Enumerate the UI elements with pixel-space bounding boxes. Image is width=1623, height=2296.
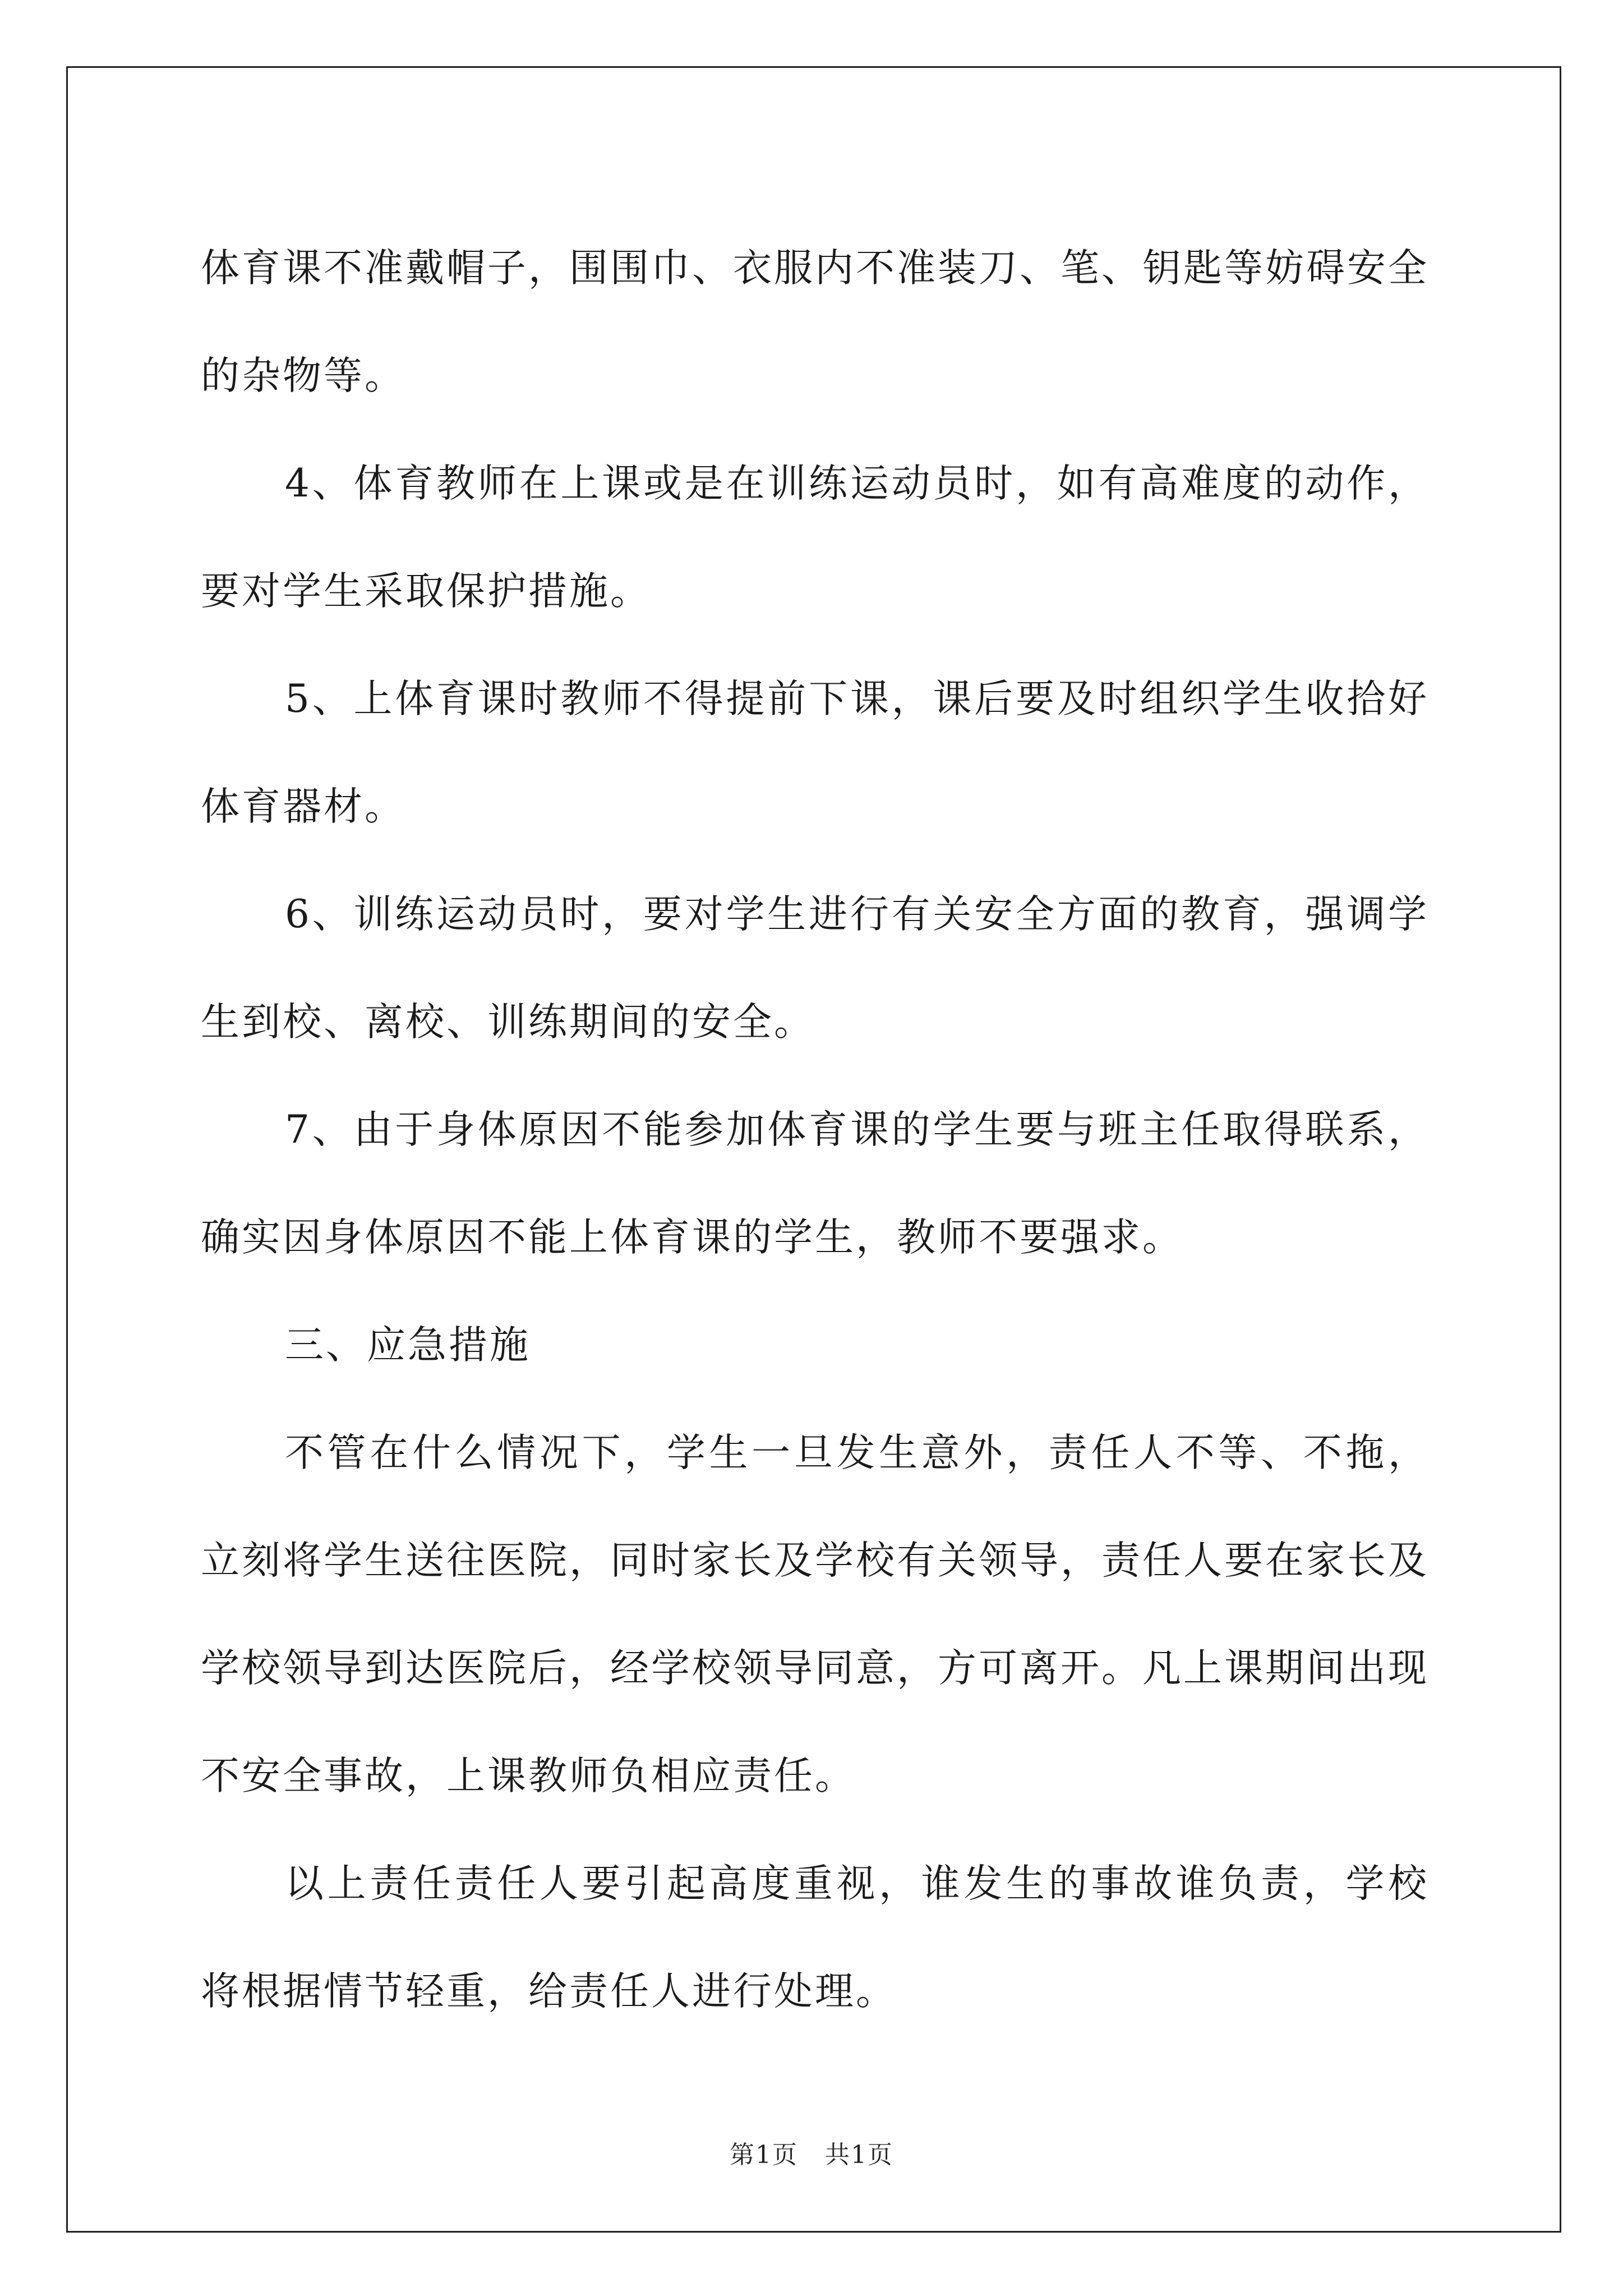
paragraph: 以上责任责任人要引起高度重视，谁发生的事故谁负责，学校将根据情节轻重，给责任人进行处理。	[201, 1861, 1429, 2014]
page-footer	[0, 2134, 1623, 2170]
section-heading: 三、应急措施	[285, 1323, 531, 1368]
paragraph: 体育课不准戴帽子，围围巾、衣服内不准装刀、笔、钥匙等妨碍安全的杂物等。	[201, 246, 1429, 398]
paragraph: 6、训练运动员时，要对学生进行有关安全方面的教育，强调学生到校、离校、训练期间的安全。	[201, 892, 1429, 1045]
paragraph: 4、体育教师在上课或是在训练运动员时，如有高难度的动作，要对学生采取保护措施。	[201, 461, 1429, 614]
paragraph: 5、上体育课时教师不得提前下课，课后要及时组织学生收拾好体育器材。	[201, 677, 1429, 829]
page-total: 共1页	[825, 2141, 893, 2169]
page-number: 第1页	[730, 2141, 798, 2169]
paragraph: 不管在什么情况下，学生一旦发生意外，责任人不等、不拖，立刻将学生送往医院，同时家长及学校有关领导，责任人要在家长及学校领导到达医院后，经学校领导同意，方可离开。凡上课期间出现不安全事故，上课教师负相应责任。	[201, 1430, 1429, 1798]
document-body	[201, 214, 1429, 2045]
paragraph: 7、由于身体原因不能参加体育课的学生要与班主任取得联系，确实因身体原因不能上体育课的学生，教师不要强求。	[201, 1107, 1429, 1260]
